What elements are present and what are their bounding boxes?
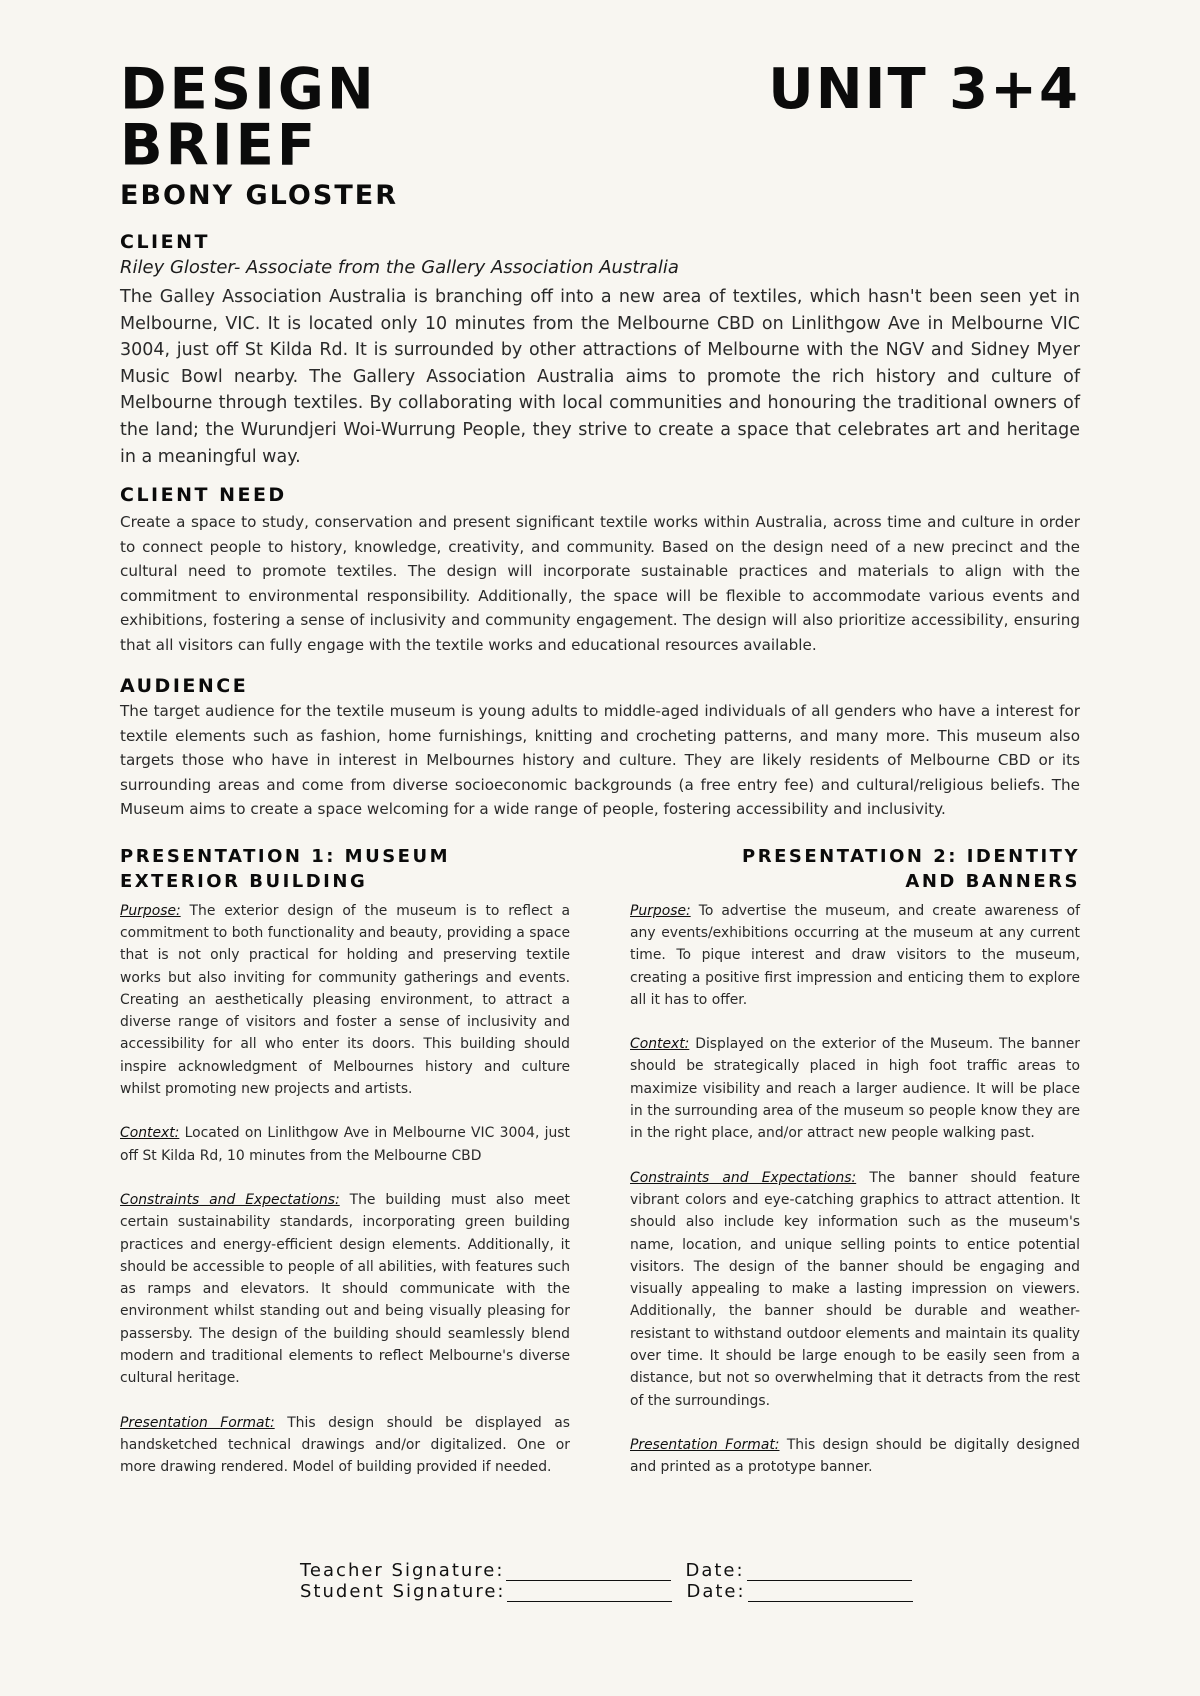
client-need-body: Create a space to study, conservation and present significant textile works within Australia, across time and culture in order to connect people to history, knowledge, creativity, and community. Based on the design need of a new precinct and the cultural need to promote textiles. The design will incorporate sustainable practices and materials to align with the commitment to environmental responsibility. Additionally, the space will be flexible to accommodate various events and exhibitions, fostering a sense of inclusivity and community engagement. The design will also prioritize accessibility, ensuring that all visitors can fully engage with the textile works and educational resources available. bbox=[120, 513, 1080, 654]
signature-block bbox=[300, 1560, 913, 1602]
client-need-heading: CLIENT NEED bbox=[120, 484, 287, 507]
presentation-2 bbox=[630, 844, 1080, 1501]
client-need-section bbox=[120, 484, 1080, 657]
teacher-date-line[interactable] bbox=[747, 1564, 912, 1581]
p1-format bbox=[120, 1412, 570, 1479]
p2-context-label: Context: bbox=[630, 1036, 690, 1053]
author-name: EBONY GLOSTER bbox=[120, 180, 398, 211]
presentation-2-text bbox=[630, 900, 1080, 1479]
p2-purpose-text: To advertise the museum, and create awareness of any events/exhibitions occurring at the museum at any current time. To pique interest and draw visitors to the museum, creating a positive first impression and enticing them to explore all it has to offer. bbox=[630, 902, 1080, 1008]
audience-body: The target audience for the textile museum is young adults to middle-aged individuals of all genders who have a interest for textile elements such as fashion, home furnishings, knitting and crocheting patterns, and many more. This museum also targets those who have in interest in Melbournes history and culture. They are likely residents of Melbourne CBD or its surrounding areas and come from diverse socioeconomic backgrounds (a free entry fee) and cultural/religious beliefs. The Museum aims to create a space welcoming for a wide range of people, fostering accessibility and inclusivity. bbox=[120, 702, 1080, 819]
presentation-1-heading-line-1: PRESENTATION 1: MUSEUM bbox=[120, 845, 451, 867]
presentation-1-heading bbox=[120, 844, 570, 894]
p1-context bbox=[120, 1122, 570, 1167]
presentation-2-heading-line-2: AND BANNERS bbox=[905, 870, 1080, 892]
student-signature-row bbox=[300, 1581, 913, 1602]
student-signature-line[interactable] bbox=[507, 1585, 672, 1602]
student-signature-label: Student Signature: bbox=[300, 1581, 506, 1602]
p2-constraints-text: The banner should feature vibrant colors and eye-catching graphics to attract attention. It should also include key information such as the museum's name, location, and unique selling points to entice potential visitors. The design of the banner should be engaging and visually appealing to make a lasting impression on viewers. Additionally, the banner should be durable and weather-resistant to withstand outdoor elements and maintain its quality over time. It should be large enough to be easily seen from a distance, but not so overwhelming that it detracts from the rest of the surroundings. bbox=[630, 1169, 1080, 1409]
student-signature bbox=[300, 1581, 672, 1602]
p1-constraints-text: The building must also meet certain sustainability standards, incorporating green building practices and energy-efficient design elements. Additionally, it should be accessible to people of all abilities, with features such as ramps and elevators. It should communicate with the environment whilst standing out and being visually pleasing for passersby. The design of the building should seamlessly blend modern and traditional elements to reflect Melbourne's diverse cultural heritage. bbox=[120, 1191, 570, 1387]
title-line-1: DESIGN bbox=[120, 56, 377, 123]
teacher-date-label: Date: bbox=[685, 1560, 745, 1581]
presentation-2-heading-line-1: PRESENTATION 2: IDENTITY bbox=[742, 845, 1080, 867]
student-date-line[interactable] bbox=[748, 1585, 913, 1602]
header bbox=[120, 56, 1080, 211]
teacher-signature-line[interactable] bbox=[506, 1564, 671, 1581]
presentation-2-heading bbox=[630, 844, 1080, 894]
p1-format-text: This design should be displayed as handsketched technical drawings and/or digitalized. One or more drawing rendered. Model of building provided if needed. bbox=[120, 1414, 570, 1476]
presentation-1 bbox=[120, 844, 570, 1501]
teacher-signature-label: Teacher Signature: bbox=[300, 1560, 505, 1581]
p1-context-text: Located on Linlithgow Ave in Melbourne VIC 3004, just off St Kilda Rd, 10 minutes from the Melbourne CBD bbox=[120, 1125, 570, 1164]
student-date bbox=[686, 1581, 912, 1602]
p2-constraints-label: Constraints and Expectations: bbox=[630, 1169, 857, 1186]
presentation-1-text bbox=[120, 900, 570, 1479]
audience-heading: AUDIENCE bbox=[120, 675, 249, 698]
client-body: The Galley Association Australia is branching off into a new area of textiles, which hasn't been seen yet in Melbourne, VIC. It is located only 10 minutes from the Melbourne CBD on Linlithgow Ave in Melbourne VIC 3004, just off St Kilda Rd. It is surrounded by other attractions of Melbourne with the NGV and Sidney Myer Music Bowl nearby. The Gallery Association Australia aims to promote the rich history and culture of Melbourne through textiles. By collaborating with local communities and honouring the traditional owners of the land; the Wurundjeri Woi-Wurrung People, they strive to create a space that celebrates art and heritage in a meaningful way. bbox=[120, 287, 1080, 467]
p1-context-label: Context: bbox=[120, 1125, 180, 1142]
p1-purpose bbox=[120, 900, 570, 1101]
p1-purpose-label: Purpose: bbox=[120, 902, 181, 919]
teacher-signature-row bbox=[300, 1560, 913, 1581]
p2-format bbox=[630, 1434, 1080, 1479]
title-line-2: BRIEF bbox=[120, 112, 319, 179]
p2-context-text: Displayed on the exterior of the Museum. The banner should be strategically placed in high foot traffic areas to maximize visibility and reach a larger audience. It will be place in the surrounding area of the museum so people know they are in the right place, and/or attract new people walking past. bbox=[630, 1036, 1080, 1142]
p2-format-label: Presentation Format: bbox=[630, 1436, 780, 1453]
client-section bbox=[120, 231, 1080, 470]
design-brief-page bbox=[120, 56, 1080, 1514]
client-heading: CLIENT bbox=[120, 231, 210, 253]
presentations bbox=[120, 844, 1080, 1514]
client-name: Riley Gloster- Associate from the Gallery Association Australia bbox=[120, 257, 679, 278]
presentation-1-heading-line-2: EXTERIOR BUILDING bbox=[120, 870, 368, 892]
p1-constraints bbox=[120, 1189, 570, 1390]
p2-purpose bbox=[630, 900, 1080, 1011]
p1-purpose-text: The exterior design of the museum is to reflect a commitment to both functionality and beauty, providing a space that is not only practical for holding and preserving textile works but also inviting for community gatherings and events. Creating an aesthetically pleasing environment, to attract a diverse range of visitors and foster a sense of inclusivity and accessibility for all who enter its doors. This building should inspire acknowledgment of Melbournes history and culture whilst promoting new projects and artists. bbox=[120, 902, 570, 1098]
p1-format-label: Presentation Format: bbox=[120, 1414, 275, 1431]
student-date-label: Date: bbox=[686, 1581, 746, 1602]
teacher-date bbox=[685, 1560, 911, 1581]
p2-purpose-label: Purpose: bbox=[630, 902, 691, 919]
audience-section bbox=[120, 675, 1080, 822]
p2-context bbox=[630, 1033, 1080, 1144]
p2-constraints bbox=[630, 1167, 1080, 1412]
teacher-signature bbox=[300, 1560, 671, 1581]
p2-format-text: This design should be digitally designed and printed as a prototype banner. bbox=[630, 1436, 1080, 1476]
p1-constraints-label: Constraints and Expectations: bbox=[120, 1191, 340, 1208]
unit-label: UNIT 3+4 bbox=[768, 57, 1080, 122]
